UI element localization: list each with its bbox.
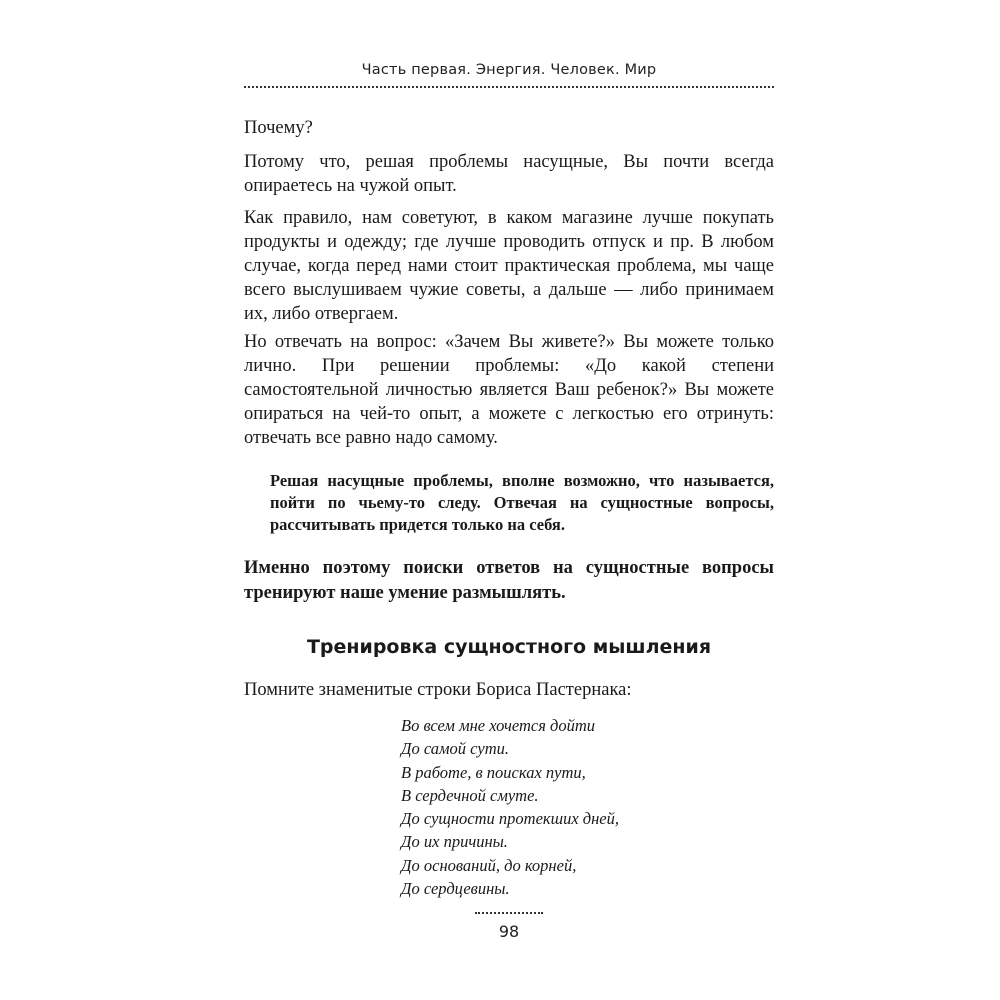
poem-line: До самой сути. — [401, 739, 509, 759]
poem — [401, 714, 619, 900]
page-number: 98 — [498, 922, 520, 941]
paragraph-personal: Но отвечать на вопрос: «Зачем Вы живете?» Вы можете только лично. При решении проблемы: «До какой степени самостоятельной личностью является Ваш ребенок?» Вы можете опираться на чей-то опыт, а можете с легкостью его отринуть: отвечать все равно надо самому. — [244, 332, 774, 448]
poem-line: Во всем мне хочется дойти — [401, 716, 595, 735]
callout-quote: Решая насущные проблемы, вполне возможно, что называется, пойти по чьему-то следу. Отвечая на сущностные вопросы, рассчитывать придется только на себя. — [270, 471, 774, 534]
paragraph-question: Почему? — [244, 118, 313, 138]
section-heading: Тренировка сущностного мышления — [306, 636, 712, 658]
poem-line: В сердечной смуте. — [401, 785, 539, 805]
running-head: Часть первая. Энергия. Человек. Мир — [361, 62, 657, 78]
poem-line: До сущности протекших дней, — [401, 809, 620, 829]
poem-line: До сердцевины. — [401, 879, 510, 899]
footer-dotted-rule — [475, 912, 543, 914]
paragraph-answer: Потому что, решая проблемы насущные, Вы почти всегда опираетесь на чужой опыт. — [244, 152, 774, 196]
paragraph-advice: Как правило, нам советуют, в каком магазине лучше покупать продукты и одежду; где лучше проводить отпуск и пр. В любом случае, когда перед нами стоит практическая проблема, мы чаще всего выслушиваем чужие советы, а дальше — либо принимаем их, либо отвергаем. — [244, 208, 774, 324]
poem-line: До их причины. — [401, 832, 508, 852]
poem-line: До оснований, до корней, — [401, 855, 577, 875]
header-dotted-rule — [244, 86, 774, 88]
bold-conclusion: Именно поэтому поиски ответов на сущностные вопросы тренируют наше умение размышлять. — [244, 558, 774, 603]
poem-line: В работе, в поисках пути, — [401, 762, 586, 782]
poem-intro: Помните знаменитые строки Бориса Пастернака: — [244, 680, 632, 700]
